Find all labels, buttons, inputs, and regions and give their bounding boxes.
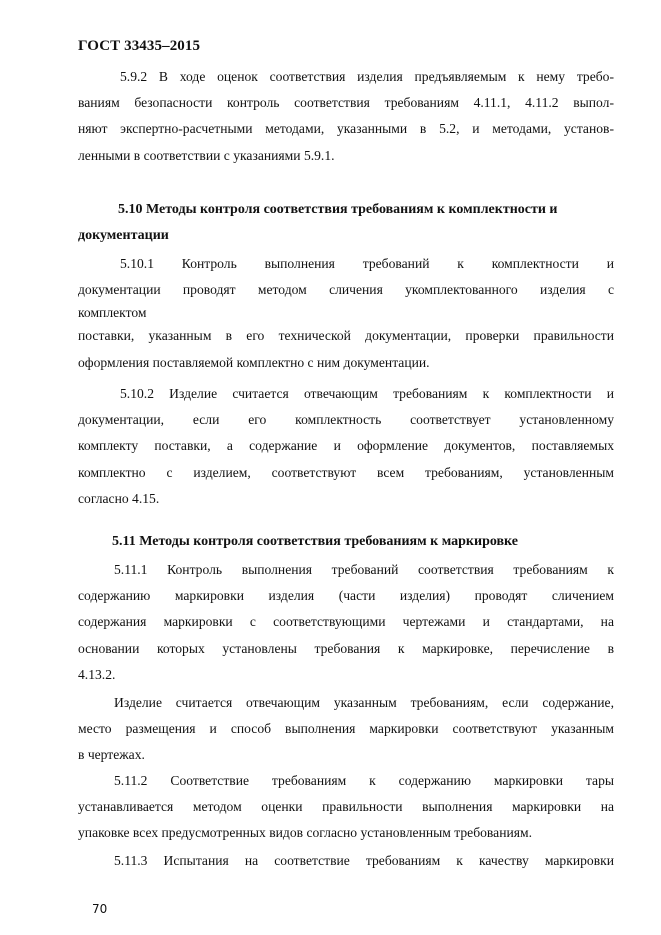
- paragraph-marking-conformity: [78, 690, 614, 769]
- paragraph-5-11-1: [78, 557, 614, 688]
- text-line: няют экспертно-расчетными методами, указанными в 5.2, и методами, установ-: [78, 121, 614, 137]
- text-line: комплектом: [78, 305, 147, 321]
- text-line: 5.11.2 Соответствие требованиям к содержанию маркировки тары: [114, 773, 614, 788]
- paragraph-5-10-1: [78, 251, 614, 376]
- document-header: ГОСТ 33435–2015: [78, 38, 201, 54]
- page-number: 70: [92, 902, 108, 916]
- text-line: место размещения и способ выполнения маркировки соответствуют указанным: [78, 721, 614, 737]
- text-line: 5.10.1 Контроль выполнения требований к комплектности и: [120, 256, 614, 271]
- section-heading-5-10-cont: документации: [78, 228, 169, 243]
- text-line: ленными в соответствии с указаниями 5.9.1.: [78, 147, 335, 163]
- text-line: 5.10.2 Изделие считается отвечающим требованиям к комплектности и: [120, 386, 614, 401]
- text-line: документации проводят методом сличения укомплектованного изделия с: [78, 282, 614, 298]
- paragraph-5-11-3: [78, 848, 614, 874]
- text-line: комплекту поставки, а содержание и оформление документов, поставляемых: [78, 438, 614, 454]
- text-line: содержанию маркировки изделия (части изделия) проводят сличением: [78, 588, 614, 604]
- text-line: оформления поставляемой комплектно с ним документации.: [78, 354, 430, 370]
- text-line: устанавливается методом оценки правильности выполнения маркировки на: [78, 799, 614, 815]
- text-line: содержания маркировки с соответствующими чертежами и стандартами, на: [78, 614, 614, 630]
- text-line: в чертежах.: [78, 747, 145, 763]
- text-line: 5.11.3 Испытания на соответствие требованиям к качеству маркировки: [114, 853, 614, 868]
- text-line: комплектно с изделием, соответствуют всем требованиям, установленным: [78, 464, 614, 480]
- text-line: упаковке всех предусмотренных видов согласно установленным требованиям.: [78, 825, 532, 841]
- paragraph-5-9-2: [78, 64, 614, 169]
- text-line: документации, если его комплектность соответствует установленному: [78, 412, 614, 428]
- paragraph-5-11-2: [78, 768, 614, 847]
- section-heading-5-11: 5.11 Методы контроля соответствия требованиям к маркировке: [112, 534, 518, 549]
- paragraph-5-10-2: [78, 381, 614, 512]
- text-line: 5.9.2 В ходе оценок соответствия изделия предъявляемым к нему требо-: [120, 69, 614, 84]
- text-line: 5.11.1 Контроль выполнения требований соответствия требованиям к: [114, 562, 614, 577]
- text-line: поставки, указанным в его технической документации, проверки правильности: [78, 328, 614, 344]
- text-line: 4.13.2.: [78, 666, 116, 682]
- section-heading-5-10: 5.10 Методы контроля соответствия требованиям к комплектности и: [118, 202, 558, 217]
- text-line: основании которых установлены требования к маркировке, перечисление в: [78, 640, 614, 656]
- text-line: Изделие считается отвечающим указанным требованиям, если содержание,: [114, 695, 614, 710]
- text-line: согласно 4.15.: [78, 490, 160, 506]
- text-line: ваниям безопасности контроль соответствия требованиям 4.11.1, 4.11.2 выпол-: [78, 95, 614, 111]
